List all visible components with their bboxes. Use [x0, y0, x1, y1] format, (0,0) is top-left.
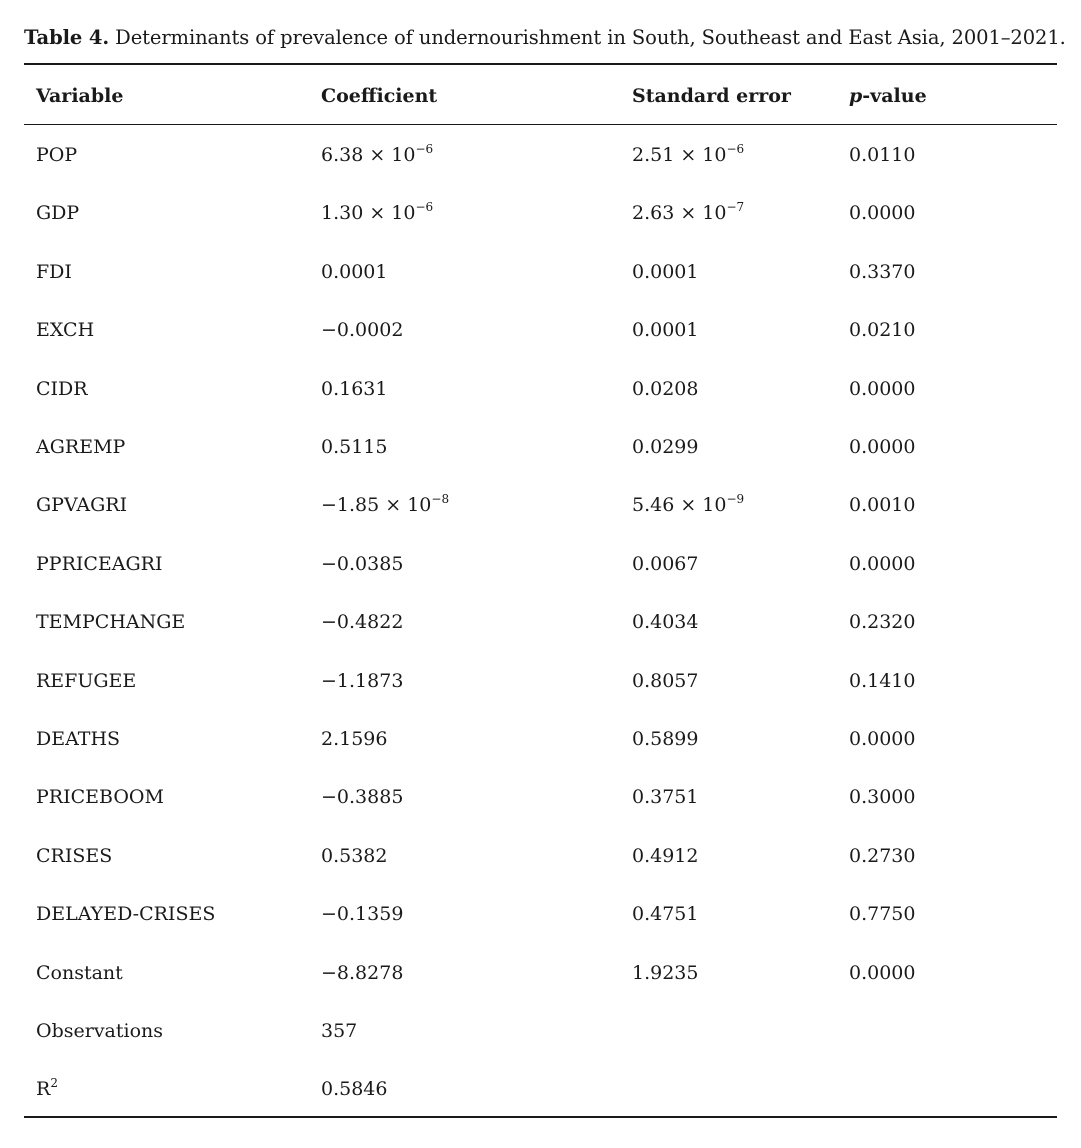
cell-variable-value: PPRICEAGRI	[36, 552, 163, 575]
cell-variable-value: TEMPCHANGE	[36, 611, 186, 634]
cell-coefficient-exponent: −8	[431, 492, 450, 507]
cell-p-value-value: 0.0010	[849, 494, 916, 517]
cell-coefficient-value: 0.0001	[321, 260, 388, 283]
cell-p-value-value: 0.1410	[849, 669, 916, 692]
header-rule	[24, 124, 1057, 125]
cell-standard-error-value: 0.0208	[632, 377, 699, 400]
cell-p-value	[849, 549, 915, 579]
table-row	[0, 374, 1081, 404]
cell-variable-value: GDP	[36, 202, 80, 225]
cell-coefficient-value: 1.30 × 10	[321, 202, 416, 225]
cell-p-value	[849, 782, 915, 812]
table-row	[0, 841, 1081, 871]
cell-coefficient-value: −0.0002	[321, 319, 404, 342]
table-row	[0, 549, 1081, 579]
cell-coefficient-value: −8.8278	[321, 961, 404, 984]
cell-standard-error-value: 0.4912	[632, 844, 699, 867]
cell-standard-error	[632, 490, 744, 520]
cell-variable-exponent: 2	[50, 1076, 58, 1091]
header-p-italic: p	[849, 85, 863, 107]
cell-variable	[36, 782, 164, 812]
cell-p-value	[849, 374, 915, 404]
cell-standard-error-value: 0.0067	[632, 552, 699, 575]
cell-standard-error-value: 0.4034	[632, 611, 699, 634]
header-variable: Variable	[36, 85, 124, 107]
cell-coefficient-value: −0.4822	[321, 611, 404, 634]
cell-variable	[36, 315, 94, 345]
cell-standard-error	[632, 841, 698, 871]
cell-standard-error-value: 0.5899	[632, 728, 699, 750]
cell-variable-value: EXCH	[36, 319, 95, 342]
cell-variable	[36, 607, 185, 637]
cell-variable	[36, 257, 72, 287]
header-standard-error: Standard error	[632, 85, 791, 107]
cell-standard-error	[632, 257, 698, 287]
cell-variable-value: R	[36, 1078, 51, 1101]
cell-p-value-value: 0.3370	[849, 260, 916, 283]
cell-p-value-value: 0.0210	[849, 319, 916, 342]
cell-variable	[36, 1074, 58, 1104]
cell-coefficient-value: 2.1596	[321, 728, 388, 750]
bottom-rule	[24, 1116, 1057, 1118]
header-p-value	[849, 85, 927, 107]
cell-coefficient-value: 0.5115	[321, 436, 388, 458]
cell-p-value	[849, 607, 915, 637]
table-row	[0, 490, 1081, 520]
cell-standard-error-value: 0.3751	[632, 786, 699, 809]
cell-standard-error	[632, 666, 698, 696]
cell-coefficient	[321, 666, 403, 696]
cell-coefficient-value: −1.1873	[321, 669, 404, 692]
cell-standard-error-value: 0.0299	[632, 436, 699, 458]
cell-coefficient-value: 6.38 × 10	[321, 144, 416, 166]
table-caption	[24, 26, 1066, 49]
cell-p-value	[849, 257, 915, 287]
cell-standard-error	[632, 374, 698, 404]
table-row	[0, 666, 1081, 696]
cell-p-value	[849, 724, 915, 754]
cell-variable	[36, 666, 136, 696]
cell-standard-error-value: 2.51 × 10	[632, 144, 727, 166]
cell-standard-error-value: 5.46 × 10	[632, 494, 727, 517]
cell-variable-value: PRICEBOOM	[36, 786, 164, 809]
cell-coefficient	[321, 607, 403, 637]
table-row	[0, 782, 1081, 812]
table-row	[0, 958, 1081, 988]
cell-p-value-value: 0.0000	[849, 377, 916, 400]
cell-variable-value: Observations	[36, 1020, 164, 1042]
cell-standard-error-value: 1.9235	[632, 961, 699, 984]
cell-p-value	[849, 841, 915, 871]
cell-variable-value: GPVAGRI	[36, 494, 128, 517]
table-row	[0, 257, 1081, 287]
cell-standard-error	[632, 607, 698, 637]
cell-coefficient	[321, 549, 403, 579]
cell-variable	[36, 841, 112, 871]
cell-variable	[36, 1016, 163, 1046]
table-row	[0, 899, 1081, 929]
cell-p-value	[849, 140, 915, 170]
cell-coefficient-value: 0.5382	[321, 844, 388, 867]
cell-standard-error	[632, 549, 698, 579]
cell-coefficient	[321, 490, 449, 520]
cell-coefficient	[321, 841, 387, 871]
cell-coefficient	[321, 432, 387, 462]
table-row	[0, 198, 1081, 228]
cell-standard-error	[632, 899, 698, 929]
cell-variable-value: AGREMP	[36, 436, 126, 458]
cell-variable-value: CRISES	[36, 844, 113, 867]
cell-standard-error-value: 0.0001	[632, 260, 699, 283]
cell-variable	[36, 432, 125, 462]
table-row	[0, 724, 1081, 754]
cell-standard-error-value: 0.8057	[632, 669, 699, 692]
cell-variable	[36, 490, 127, 520]
cell-p-value-value: 0.2730	[849, 844, 916, 867]
cell-p-value	[849, 899, 915, 929]
cell-variable-value: Constant	[36, 961, 123, 984]
cell-variable	[36, 724, 120, 754]
cell-variable	[36, 958, 123, 988]
cell-p-value-value: 0.0000	[849, 436, 916, 458]
cell-coefficient	[321, 958, 403, 988]
cell-p-value	[849, 198, 915, 228]
cell-variable	[36, 140, 77, 170]
cell-standard-error	[632, 140, 744, 170]
header-p-rest: -value	[862, 85, 927, 107]
cell-variable-value: POP	[36, 144, 78, 166]
cell-coefficient	[321, 374, 387, 404]
table-row	[0, 315, 1081, 345]
table-row	[0, 1016, 1081, 1046]
cell-p-value	[849, 958, 915, 988]
cell-p-value-value: 0.3000	[849, 786, 916, 809]
table-row	[0, 140, 1081, 170]
cell-p-value-value: 0.0110	[849, 144, 916, 166]
cell-p-value	[849, 432, 915, 462]
table-caption-text: Determinants of prevalence of undernourishment in South, Southeast and East Asia, 2001–2021.	[109, 26, 1066, 49]
cell-standard-error-value: 2.63 × 10	[632, 202, 727, 225]
table-row	[0, 432, 1081, 462]
table-row	[0, 1074, 1081, 1104]
cell-standard-error-exponent: −9	[726, 492, 745, 507]
cell-variable-value: DEATHS	[36, 728, 121, 750]
cell-standard-error-exponent: −7	[726, 200, 745, 215]
cell-coefficient-value: −1.85 × 10	[321, 494, 432, 517]
cell-coefficient	[321, 140, 433, 170]
cell-standard-error	[632, 432, 698, 462]
cell-variable	[36, 374, 88, 404]
top-rule	[24, 63, 1057, 65]
cell-coefficient	[321, 315, 403, 345]
cell-p-value-value: 0.0000	[849, 552, 916, 575]
cell-standard-error-value: 0.4751	[632, 903, 699, 926]
table-label: Table 4.	[24, 26, 110, 49]
cell-standard-error	[632, 958, 698, 988]
cell-coefficient	[321, 198, 433, 228]
cell-standard-error	[632, 724, 698, 754]
cell-p-value-value: 0.0000	[849, 961, 916, 984]
cell-p-value-value: 0.7750	[849, 903, 916, 926]
cell-standard-error	[632, 198, 744, 228]
cell-coefficient	[321, 1074, 387, 1104]
cell-p-value-value: 0.0000	[849, 202, 916, 225]
cell-p-value-value: 0.0000	[849, 728, 916, 750]
cell-coefficient-value: −0.1359	[321, 903, 404, 926]
cell-variable-value: REFUGEE	[36, 669, 137, 692]
cell-coefficient	[321, 257, 387, 287]
cell-variable	[36, 198, 79, 228]
cell-coefficient-value: −0.0385	[321, 552, 404, 575]
cell-standard-error-value: 0.0001	[632, 319, 699, 342]
cell-coefficient-value: 0.1631	[321, 377, 388, 400]
cell-coefficient	[321, 724, 387, 754]
cell-variable-value: CIDR	[36, 377, 88, 400]
cell-coefficient-exponent: −6	[415, 200, 434, 215]
cell-coefficient-value: 0.5846	[321, 1078, 388, 1101]
cell-variable	[36, 549, 163, 579]
cell-variable	[36, 899, 215, 929]
cell-coefficient	[321, 782, 403, 812]
cell-standard-error-exponent: −6	[726, 142, 745, 156]
table-row	[0, 607, 1081, 637]
cell-variable-value: FDI	[36, 260, 72, 283]
cell-coefficient-exponent: −6	[415, 142, 434, 156]
cell-coefficient	[321, 1016, 357, 1046]
cell-coefficient	[321, 899, 403, 929]
cell-variable-value: DELAYED-CRISES	[36, 903, 216, 926]
cell-p-value	[849, 490, 915, 520]
cell-p-value-value: 0.2320	[849, 611, 916, 634]
cell-standard-error	[632, 782, 698, 812]
cell-coefficient-value: −0.3885	[321, 786, 404, 809]
cell-p-value	[849, 666, 915, 696]
cell-coefficient-value: 357	[321, 1020, 358, 1042]
header-coefficient: Coefficient	[321, 85, 438, 107]
cell-p-value	[849, 315, 915, 345]
cell-standard-error	[632, 315, 698, 345]
